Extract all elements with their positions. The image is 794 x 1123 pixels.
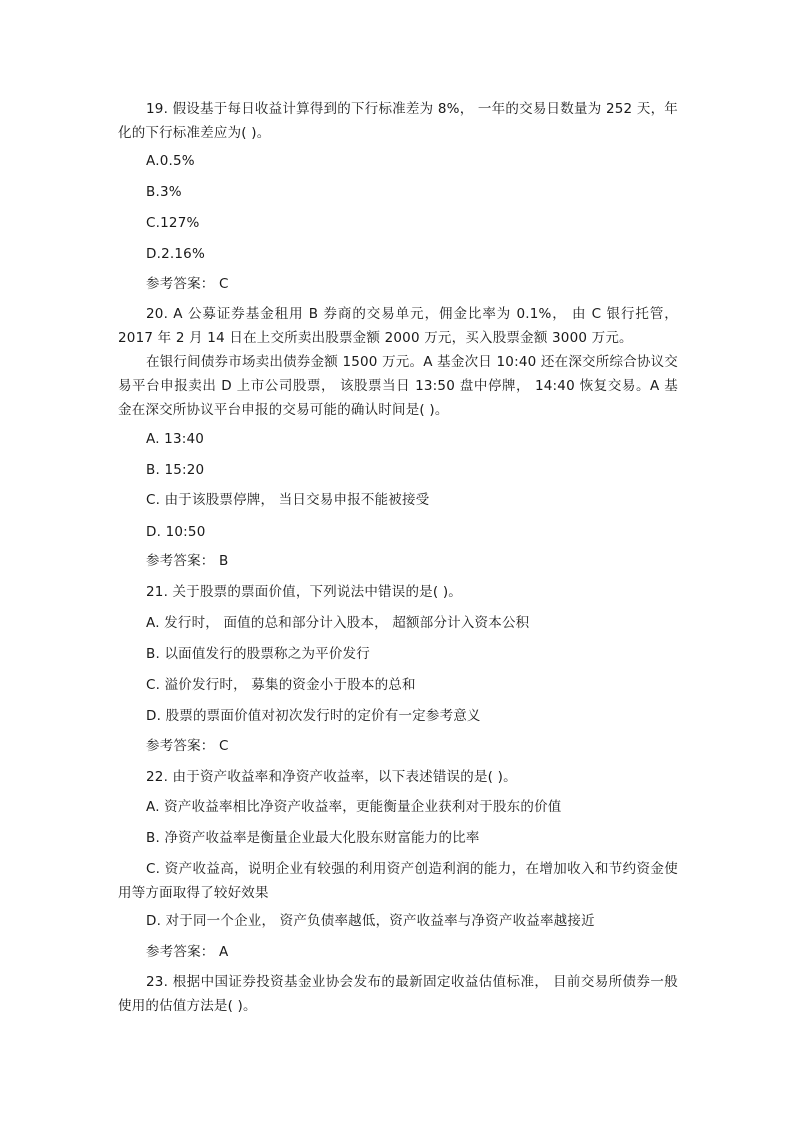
q21-stem: 21. 关于股票的票面价值，下列说法中错误的是( )。	[146, 584, 462, 600]
q20-option-a: A. 13:40	[146, 431, 205, 447]
q20-option-c: C. 由于该股票停牌， 当日交易申报不能被接受	[146, 492, 430, 508]
q22-stem: 22. 由于资产收益率和净资产收益率，以下表述错误的是( )。	[146, 769, 517, 785]
q19-option-b: B.3%	[146, 184, 182, 200]
q22-option-a: A. 资产收益率相比净资产收益率，更能衡量企业获利对于股东的价值	[146, 799, 562, 815]
q20-stem-part1: 20. A 公募证券基金租用 B 券商的交易单元，佣金比率为 0.1%， 由 C 银行托管，2017 年 2 月 14 日在上交所卖出股票金额 2000 万元，买入股票金额 3000 万元。	[118, 306, 678, 346]
q23-stem: 23. 根据中国证券投资基金业协会发布的最新固定收益估值标准， 目前交易所债券一般使用的估值方法是( )。	[118, 974, 678, 1014]
q21-option-a: A. 发行时， 面值的总和部分计入股本， 超额部分计入资本公积	[146, 615, 530, 631]
q21-option-d: D. 股票的票面价值对初次发行时的定价有一定参考意义	[146, 708, 481, 724]
q20-answer: 参考答案： B	[146, 553, 229, 569]
q21-option-c: C. 溢价发行时， 募集的资金小于股本的总和	[146, 677, 416, 693]
q20-option-d: D. 10:50	[146, 524, 206, 540]
q22-option-c: C. 资产收益高，说明企业有较强的利用资产创造利润的能力，在增加收入和节约资金使用等方面取得了较好效果	[118, 861, 678, 901]
q22-option-d: D. 对于同一个企业， 资产负债率越低，资产收益率与净资产收益率越接近	[146, 913, 595, 929]
q19-stem: 19. 假设基于每日收益计算得到的下行标准差为 8%， 一年的交易日数量为 252 天，年化的下行标准差应为( )。	[118, 101, 678, 141]
q19-option-a: A.0.5%	[146, 153, 195, 169]
q20-option-b: B. 15:20	[146, 462, 205, 478]
q21-answer: 参考答案： C	[146, 738, 229, 754]
q20-stem-part2: 在银行间债券市场卖出债券金额 1500 万元。A 基金次日 10:40 还在深交所综合协议交易平台申报卖出 D 上市公司股票， 该股票当日 13:50 盘中停牌， 14:40 恢复交易。A 基金在深交所协议平台申报的交易可能的确认时间是( )。	[118, 354, 678, 418]
q21-option-b: B. 以面值发行的股票称之为平价发行	[146, 646, 370, 662]
q19-option-d: D.2.16%	[146, 246, 205, 262]
q19-option-c: C.127%	[146, 215, 200, 231]
q22-answer: 参考答案： A	[146, 944, 229, 960]
q22-option-b: B. 净资产收益率是衡量企业最大化股东财富能力的比率	[146, 830, 480, 846]
q19-answer: 参考答案： C	[146, 276, 229, 292]
